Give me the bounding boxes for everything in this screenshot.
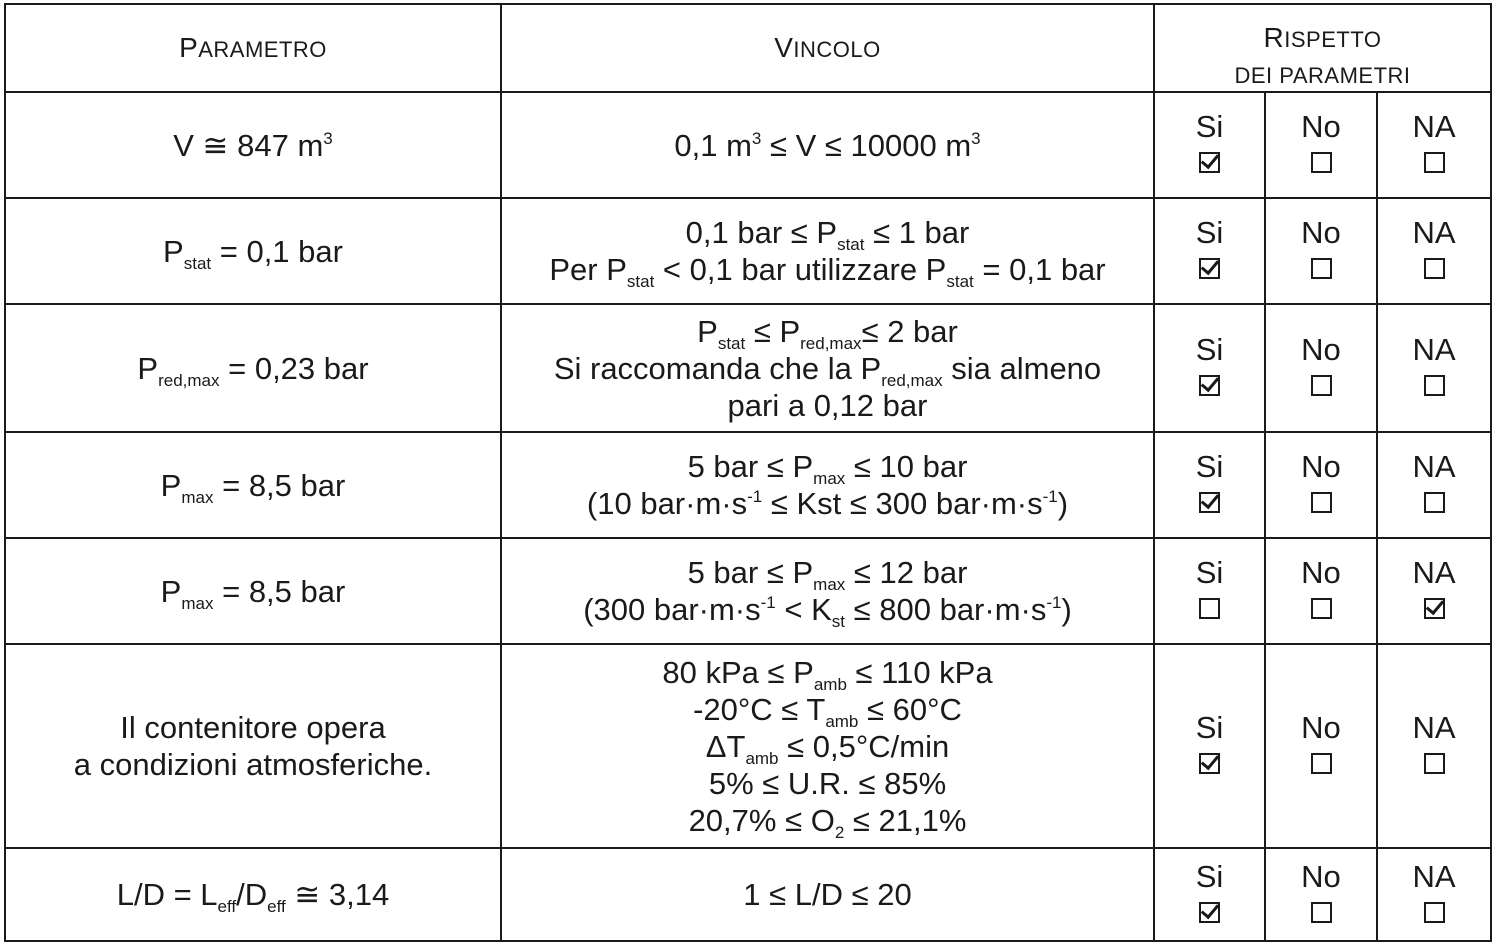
option-si: Si	[1154, 304, 1265, 432]
checkbox[interactable]	[1311, 753, 1332, 774]
parametro-cell: V ≅ 847 $m^3$	[5, 92, 501, 198]
parametro-cell: $L/D = L_{eff}/D_{eff}$ ≅ 3,14	[5, 848, 501, 941]
header-vincolo: VINCOLO	[501, 4, 1154, 92]
checkbox[interactable]	[1424, 753, 1445, 774]
option-si: Si	[1154, 92, 1265, 198]
option-no: No	[1265, 644, 1377, 848]
option-na: NA	[1377, 848, 1491, 941]
checkbox[interactable]	[1311, 598, 1332, 619]
checkbox-checked[interactable]	[1199, 492, 1220, 513]
vincolo-cell: $P_{stat} \le P_{red,max}\le 2$ bar Si raccomanda che la $P_{red,max}$ sia almeno pari a 0,12 bar	[501, 304, 1154, 432]
option-na: NA	[1377, 198, 1491, 304]
table-row	[5, 432, 1491, 538]
checkbox[interactable]	[1311, 902, 1332, 923]
checkbox[interactable]	[1424, 152, 1445, 173]
option-na: NA	[1377, 92, 1491, 198]
checkbox[interactable]	[1424, 902, 1445, 923]
parametro-cell: $P_{max} = 8,5$ bar	[5, 538, 501, 644]
vincolo-cell: 0,1 $m^3 \le V \le 10000$ $m^3$	[501, 92, 1154, 198]
checkbox-checked[interactable]	[1199, 375, 1220, 396]
checkbox[interactable]	[1311, 375, 1332, 396]
option-si: Si	[1154, 198, 1265, 304]
checkbox[interactable]	[1199, 598, 1220, 619]
parametro-cell: $P_{stat} = 0,1$ bar	[5, 198, 501, 304]
vincolo-cell: 0,1 bar ≤ $P_{stat} \le 1$ bar Per $P_{stat} < 0,1$ bar utilizzare $P_{stat} = 0,1$ bar	[501, 198, 1154, 304]
checkbox-checked[interactable]	[1199, 753, 1220, 774]
table-row	[5, 304, 1491, 432]
option-si: Si	[1154, 538, 1265, 644]
vincolo-cell: 5 bar ≤ $P_{max} \le 12$ bar (300 $bar\cdot m\cdot s^{-1} < K_{st} \le 800$ $bar\cdot m\cdot s^{-1}$)	[501, 538, 1154, 644]
checkbox[interactable]	[1424, 492, 1445, 513]
table-row	[5, 198, 1491, 304]
checkbox[interactable]	[1311, 258, 1332, 279]
option-no: No	[1265, 304, 1377, 432]
table-row	[5, 848, 1491, 941]
parametro-cell: $P_{red,max} = 0,23$ bar	[5, 304, 501, 432]
header-row	[5, 4, 1491, 63]
option-na: NA	[1377, 538, 1491, 644]
header-parametro: PARAMETRO	[5, 4, 501, 92]
checkbox-checked[interactable]	[1199, 258, 1220, 279]
option-no: No	[1265, 538, 1377, 644]
option-na: NA	[1377, 432, 1491, 538]
option-na: NA	[1377, 644, 1491, 848]
checkbox[interactable]	[1424, 258, 1445, 279]
parametro-cell: Il contenitore opera a condizioni atmosferiche.	[5, 644, 501, 848]
parameters-table	[4, 3, 1492, 942]
checkbox-checked[interactable]	[1199, 902, 1220, 923]
vincolo-cell: 5 bar ≤ $P_{max} \le 10$ bar (10 $bar\cdot m\cdot s^{-1}$ ≤ Kst ≤ 300 $bar\cdot m\cdot s^{-1}$)	[501, 432, 1154, 538]
option-si: Si	[1154, 432, 1265, 538]
option-na: NA	[1377, 304, 1491, 432]
checkbox[interactable]	[1424, 375, 1445, 396]
checkbox[interactable]	[1311, 492, 1332, 513]
header-rispetto-line2: DEI PARAMETRI	[1154, 63, 1491, 92]
table-row	[5, 644, 1491, 848]
option-si: Si	[1154, 848, 1265, 941]
checkbox[interactable]	[1311, 152, 1332, 173]
table-row	[5, 538, 1491, 644]
vincolo-cell: 80 kPa ≤ $P_{amb} \le 110$ kPa $-20^\circ C \le T_{amb} \le 60^\circ C$ $\Delta T_{amb} \le 0,5^\circ C/\min$ 5% ≤ U.R. ≤ 85% $20,7\% \le O_2 \le 21,1\%$	[501, 644, 1154, 848]
option-si: Si	[1154, 644, 1265, 848]
checkbox-checked[interactable]	[1199, 152, 1220, 173]
header-rispetto: RISPETTO	[1154, 4, 1491, 63]
table-row	[5, 92, 1491, 198]
checkbox-checked[interactable]	[1424, 598, 1445, 619]
vincolo-cell: 1 ≤ L/D ≤ 20	[501, 848, 1154, 941]
option-no: No	[1265, 198, 1377, 304]
option-no: No	[1265, 848, 1377, 941]
parametro-cell: $P_{max} = 8,5$ bar	[5, 432, 501, 538]
option-no: No	[1265, 432, 1377, 538]
option-no: No	[1265, 92, 1377, 198]
